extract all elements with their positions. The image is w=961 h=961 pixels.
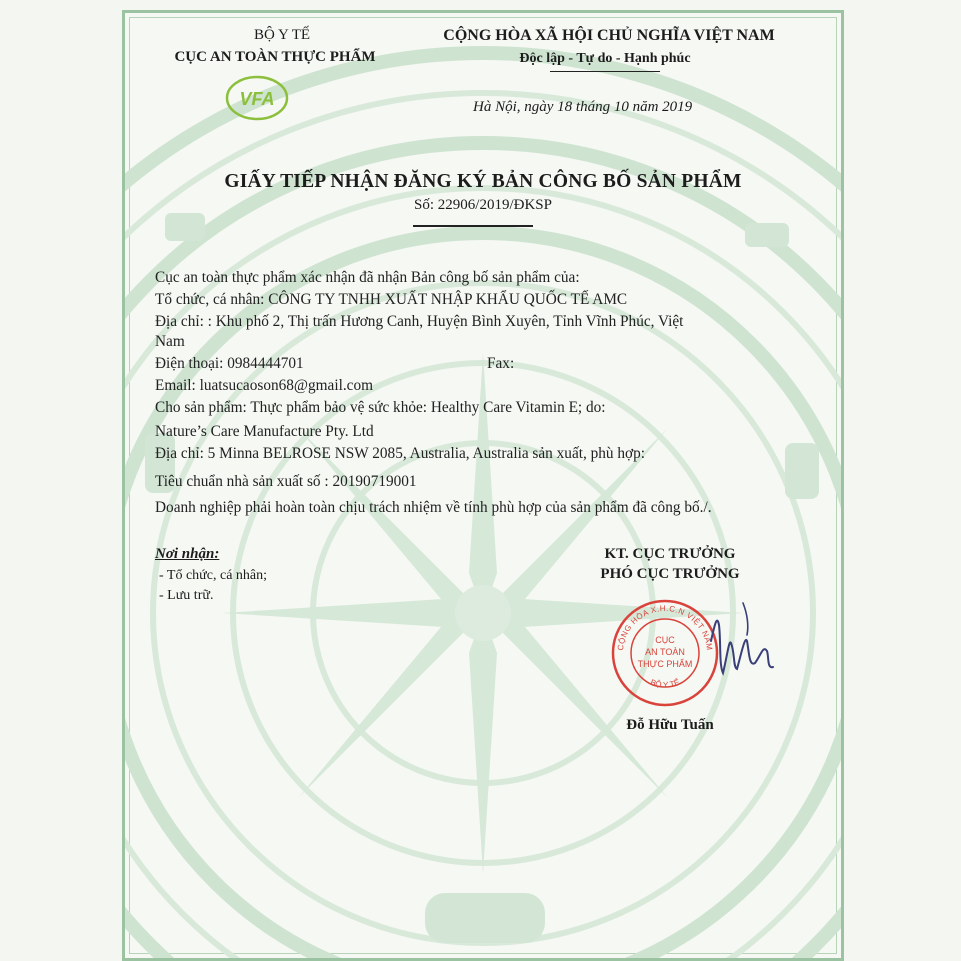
ministry-name: BỘ Y TẾ (253, 27, 311, 43)
standard-line: Tiêu chuẩn nhà sản xuất số : 20190719001 (155, 473, 417, 490)
svg-text:BỘ Y TẾ: BỘ Y TẾ (649, 677, 681, 690)
signer-title: KT. CỤC TRƯỞNG (604, 546, 736, 562)
svg-text:CỘNG HÒA X.H.C.N VIỆT NAM: CỘNG HÒA X.H.C.N VIỆT NAM (615, 603, 715, 652)
address-line-cont: Nam (155, 333, 185, 350)
organization-line: Tổ chức, cá nhân: CÔNG TY TNHH XUẤT NHẬP KHẨU QUỐC TẾ AMC (155, 291, 628, 308)
product-line: Cho sản phẩm: Thực phẩm bảo vệ sức khỏe: Healthy Care Vitamin E; do: (155, 399, 606, 416)
svg-text:THỰC PHẨM: THỰC PHẨM (637, 659, 693, 669)
recipient-item: - Tổ chức, cá nhân; (159, 568, 268, 583)
vfa-logo (225, 75, 289, 121)
svg-text:AN TOÀN: AN TOÀN (645, 647, 685, 657)
signer-name: Đỗ Hữu Tuấn (626, 717, 714, 733)
document-number: Số: 22906/2019/ĐKSP (414, 197, 552, 213)
email-line: Email: luatsucaoson68@gmail.com (155, 377, 374, 394)
recipient-item: - Lưu trữ. (159, 588, 214, 603)
motto-underline (550, 71, 660, 72)
manufacturer-address-line: Địa chỉ: 5 Minna BELROSE NSW 2085, Australia, Australia sản xuất, phù hợp: (155, 445, 646, 462)
certificate-frame (122, 10, 844, 961)
confirmation-line: Cục an toàn thực phẩm xác nhận đã nhận Bản công bố sản phẩm của: (155, 269, 580, 286)
motto: Độc lập - Tự do - Hạnh phúc (519, 51, 691, 66)
handwritten-signature (703, 595, 783, 691)
agency-name: CỤC AN TOÀN THỰC PHẨM (174, 49, 376, 65)
signer-position: PHÓ CỤC TRƯỞNG (600, 566, 740, 582)
fax-label: Fax: (487, 355, 515, 372)
document-title: GIẤY TIẾP NHẬN ĐĂNG KÝ BẢN CÔNG BỐ SẢN PHẨM (224, 171, 742, 192)
title-underline (413, 225, 533, 227)
svg-text:CỤC: CỤC (655, 635, 675, 645)
responsibility-line: Doanh nghiệp phải hoàn toàn chịu trách nhiệm về tính phù hợp của sản phẩm đã công bố./. (155, 499, 712, 516)
svg-text:VFA: VFA (239, 89, 275, 109)
phone-line: Điện thoại: 0984444701 (155, 355, 304, 372)
place-date: Hà Nội, ngày 18 tháng 10 năm 2019 (473, 99, 693, 115)
recipients-heading: Nơi nhận: (155, 546, 220, 562)
address-line: Địa chỉ: : Khu phố 2, Thị trấn Hương Canh, Huyện Bình Xuyên, Tỉnh Vĩnh Phúc, Việt (155, 313, 684, 330)
manufacturer-line: Nature’s Care Manufacture Pty. Ltd (155, 423, 374, 440)
country-name: CỘNG HÒA XÃ HỘI CHỦ NGHĨA VIỆT NAM (443, 27, 775, 44)
